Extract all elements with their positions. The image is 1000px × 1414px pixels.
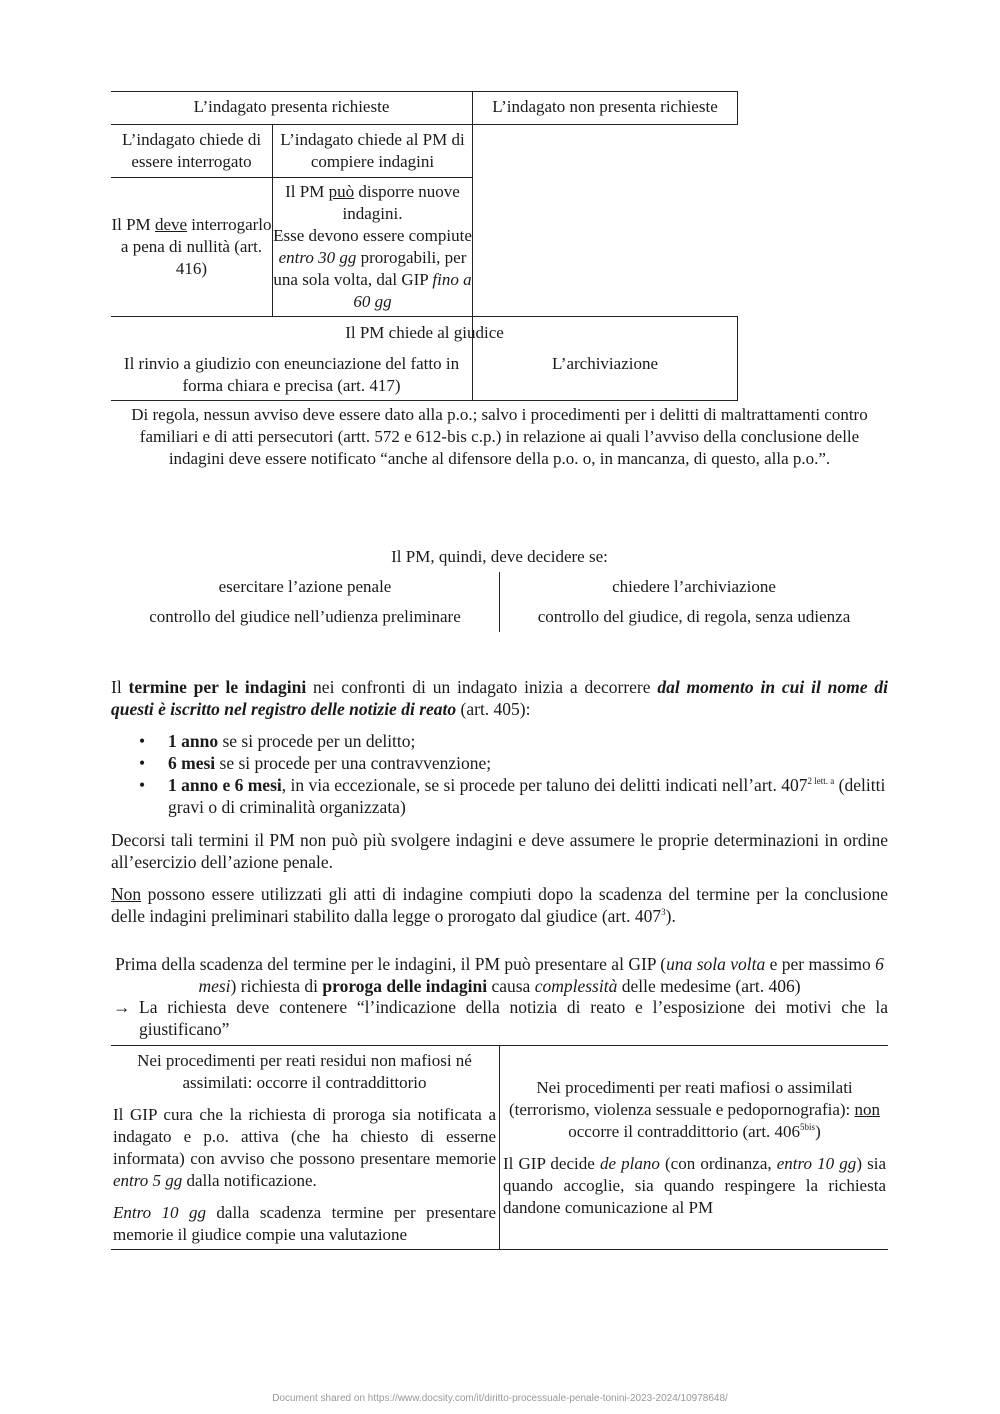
table2-gip-de-plano: Il GIP decide de plano (con ordinanza, entro 10 gg) sia quando accoglie, sia quando respingere la richiesta dandone comunicazione al PM <box>503 1154 886 1217</box>
row-pm-chiede-giudice: Il PM chiede al giudice <box>345 323 504 342</box>
decision-title: Il PM, quindi, deve decidere se: <box>391 547 608 566</box>
term-list-item: • 1 anno se si procede per un delitto; <box>111 730 888 752</box>
cell-archiviazione: L’archiviazione <box>551 354 659 373</box>
term-unusable-paragraph: Non possono essere utilizzati gli atti di indagine compiuti dopo la scadenza del termine per la conclusione delle indagini preliminari stabilito dalla legge o prorogato dal giudice (art. $407^3$). <box>111 884 888 926</box>
term-list-item: • 1 anno e 6 mesi, in via eccezionale, se si procede per taluno dei delitti indicati nell’art. $407^{2 lett. a}$ (delitti gravi o di criminalità organizzata) <box>111 774 888 818</box>
decision-udienza-preliminare: controllo del giudice nell’udienza preliminare <box>149 607 461 626</box>
extension-arrow-icon: → <box>113 997 131 1017</box>
cell-pm-puo-disporre: Il PM può disporre nuove indagini. Esse devono essere compiute entro 30 gg prorogabili, per una sola volta, dal GIP fino a 60 gg <box>273 182 472 311</box>
table2-mafiosi-title: Nei procedimenti per reati mafiosi o assimilati (terrorismo, violenza sessuale e pedopornografia): non occorre il contraddittorio (art. $406^{5bis}$) <box>508 1078 881 1141</box>
extension-content: La richiesta deve contenere “l’indicazione della notizia di reato e l’esposizione dei motivi che la giustificano” <box>139 997 888 1039</box>
cell-chiede-interrogato: L’indagato chiede di essere interrogato <box>121 130 262 171</box>
table2-non-mafiosi-title: Nei procedimenti per reati residui non mafiosi né assimilati: occorre il contraddittorio <box>137 1051 472 1092</box>
term-paragraph: Il termine per le indagini nei confronti di un indagato inizia a decorrere dal momento in cui il nome di questi è iscritto nel registro delle notizie di reato (art. 405): <box>111 677 888 719</box>
term-list-item: • 6 mesi se si procede per una contravvenzione; <box>111 752 888 774</box>
decision-azione-penale: esercitare l’azione penale <box>218 577 392 596</box>
row-avviso-po: Di regola, nessun avviso deve essere dato alla p.o.; salvo i procedimenti per i delitti di maltrattamenti contro familiari e di atti persecutori (artt. 572 e 612-bis c.p.) in relazione ai quali l’avviso della conclusione delle indagini deve essere notificato “anche al difensore della p.o. o, in mancanza, di questo, alla p.o.”. <box>131 405 868 468</box>
header-indagato-presenta: L’indagato presenta richieste <box>193 97 390 116</box>
footer-source-link[interactable]: Document shared on https://www.docsity.com/it/diritto-processuale-penale-tonini-2023-2024/10978648/ <box>272 1393 728 1404</box>
cell-chiede-indagini: L’indagato chiede al PM di compiere indagini <box>280 130 465 171</box>
decision-archiviazione: chiedere l’archiviazione <box>612 577 776 596</box>
decision-senza-udienza: controllo del giudice, di regola, senza udienza <box>537 607 851 626</box>
cell-pm-deve-interrogare: Il PM deve interrogarlo a pena di nullità (art. 416) <box>111 215 272 278</box>
cell-rinvio-giudizio: Il rinvio a giudizio con eneunciazione del fatto in forma chiara e precisa (art. 417) <box>123 354 460 395</box>
extension-paragraph: Prima della scadenza del termine per le indagini, il PM può presentare al GIP (una sola volta e per massimo 6 mesi) richiesta di proroga delle indagini causa complessità delle medesime (art. 406) <box>115 954 884 996</box>
table2-gip-notifica: Il GIP cura che la richiesta di proroga sia notificata a indagato e p.o. attiva (che ha chiesto di esserne informata) con avviso che possono presentare memorie entro 5 gg dalla notificazione. <box>113 1105 496 1190</box>
table2-entro-10-gg: Entro 10 gg dalla scadenza termine per presentare memorie il giudice compie una valutazione <box>113 1203 496 1244</box>
term-expiry-paragraph: Decorsi tali termini il PM non può più svolgere indagini e deve assumere le proprie determinazioni in ordine all’esercizio dell’azione penale. <box>111 830 888 872</box>
header-indagato-non-presenta: L’indagato non presenta richieste <box>492 97 718 116</box>
